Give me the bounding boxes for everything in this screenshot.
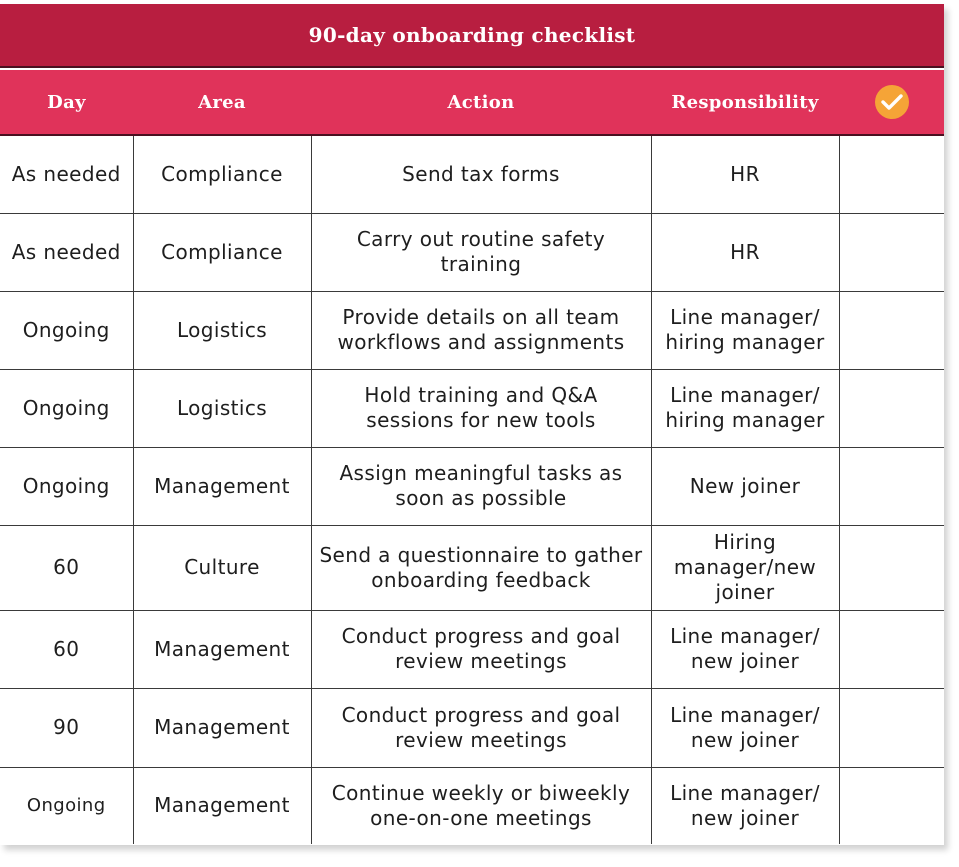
checkmark-circle-icon (875, 85, 909, 119)
table-row (0, 291, 944, 369)
table-row (0, 213, 944, 291)
cell-checkbox[interactable] (839, 610, 944, 688)
cell-checkbox[interactable] (839, 447, 944, 525)
header-action: Action (311, 70, 651, 135)
cell-action: Hold training and Q&A sessions for new tools (311, 369, 651, 447)
cell-area: Management (133, 447, 311, 525)
cell-action: Continue weekly or biweekly one-on-one meetings (311, 767, 651, 844)
cell-day: Ongoing (0, 291, 133, 369)
cell-area: Logistics (133, 369, 311, 447)
cell-area: Management (133, 767, 311, 844)
cell-day: 90 (0, 688, 133, 767)
cell-checkbox[interactable] (839, 135, 944, 213)
cell-action: Send a questionnaire to gather onboarding feedback (311, 525, 651, 610)
cell-checkbox[interactable] (839, 767, 944, 844)
table-row (0, 447, 944, 525)
cell-day: As needed (0, 135, 133, 213)
checklist-table (0, 70, 944, 844)
cell-day: Ongoing (26, 795, 106, 817)
header-day: Day (0, 70, 133, 135)
cell-responsibility: Line manager/ new joiner (651, 767, 839, 844)
cell-action: Assign meaningful tasks as soon as possible (311, 447, 651, 525)
cell-responsibility: Line manager/ hiring manager (651, 291, 839, 369)
onboarding-checklist-card (0, 4, 944, 845)
cell-action: Conduct progress and goal review meetings (311, 688, 651, 767)
header-check (839, 70, 944, 135)
cell-responsibility: Line manager/ new joiner (651, 610, 839, 688)
checklist-body (0, 135, 944, 844)
cell-area: Compliance (133, 135, 311, 213)
cell-responsibility: Hiring manager/new joiner (651, 525, 839, 610)
header-area: Area (133, 70, 311, 135)
cell-action: Send tax forms (311, 135, 651, 213)
cell-action: Carry out routine safety training (311, 213, 651, 291)
table-row (0, 610, 944, 688)
cell-responsibility: Line manager/ new joiner (651, 688, 839, 767)
table-row (0, 135, 944, 213)
cell-area: Management (133, 688, 311, 767)
header-responsibility: Responsibility (651, 70, 839, 135)
cell-day: Ongoing (0, 447, 133, 525)
cell-action: Conduct progress and goal review meetings (311, 610, 651, 688)
cell-day: Ongoing (0, 369, 133, 447)
table-row (0, 767, 944, 844)
cell-responsibility: HR (651, 135, 839, 213)
cell-area: Logistics (133, 291, 311, 369)
table-row (0, 525, 944, 610)
cell-checkbox[interactable] (839, 688, 944, 767)
cell-day: 60 (0, 525, 133, 610)
cell-day: 60 (0, 610, 133, 688)
cell-responsibility: New joiner (651, 447, 839, 525)
cell-area: Culture (133, 525, 311, 610)
table-row (0, 688, 944, 767)
checklist-title: 90-day onboarding checklist (0, 4, 944, 68)
cell-area: Compliance (133, 213, 311, 291)
cell-area: Management (133, 610, 311, 688)
cell-checkbox[interactable] (839, 213, 944, 291)
cell-checkbox[interactable] (839, 525, 944, 610)
cell-day: As needed (0, 213, 133, 291)
table-row (0, 369, 944, 447)
cell-checkbox[interactable] (839, 291, 944, 369)
cell-responsibility: Line manager/ hiring manager (651, 369, 839, 447)
header-row (0, 70, 944, 135)
cell-responsibility: HR (651, 213, 839, 291)
cell-action: Provide details on all team workflows and assignments (311, 291, 651, 369)
cell-checkbox[interactable] (839, 369, 944, 447)
